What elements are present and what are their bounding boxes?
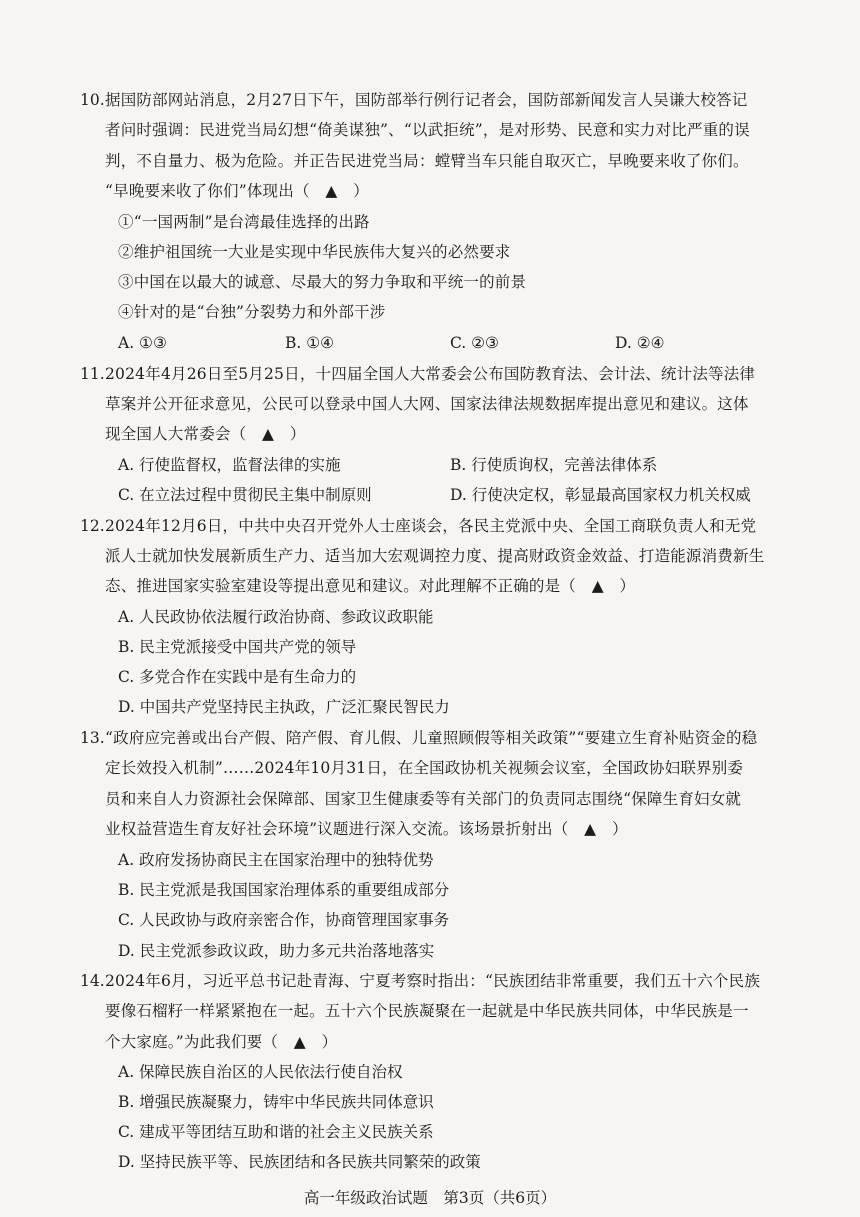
option-d: D. 民主党派参政议政，助力多元共治落地落实 xyxy=(118,942,435,960)
option-c: C. 建成平等团结互助和谐的社会主义民族关系 xyxy=(118,1123,434,1141)
option-a: A. 保障民族自治区的人民依法行使自治权 xyxy=(118,1063,403,1081)
option-d: D. 行使决定权，彰显最高国家权力机关权威 xyxy=(450,486,751,504)
question-number: 12. xyxy=(80,517,105,535)
page-footer: 高一年级政治试题 第3页（共6页） xyxy=(303,1189,557,1207)
statement-3: ③中国在以最大的诚意、尽最大的努力争取和平统一的前景 xyxy=(118,273,527,291)
question-text-line: 草案并公开征求意见，公民可以登录中国人大网、国家法律法规数据库提出意见和建议。这体 xyxy=(105,395,749,413)
option-d: D. 坚持民族平等、民族团结和各民族共同繁荣的政策 xyxy=(118,1153,481,1171)
question-text-line: 派人士就加快发展新质生产力、适当加大宏观调控力度、提高财政资金效益、打造能源消费新生 xyxy=(105,547,765,565)
statement-1: ①“一国两制”是台湾最佳选择的出路 xyxy=(118,213,370,231)
statement-2: ②维护祖国统一大业是实现中华民族伟大复兴的必然要求 xyxy=(118,243,511,261)
question-text-line: 员和来自人力资源社会保障部、国家卫生健康委等有关部门的负责同志围绕“保障生育妇女就 xyxy=(105,790,742,808)
option-c: C. ②③ xyxy=(450,334,499,352)
option-b: B. 行使质询权，完善法律体系 xyxy=(450,456,658,474)
question-text-line: 2024年4月26日至5月25日，十四届全国人大常委会公布国防教育法、会计法、统计法等法律 xyxy=(105,365,756,383)
question-text-line: 2024年12月6日，中共中央召开党外人士座谈会，各民主党派中央、全国工商联负责人和无党 xyxy=(105,517,757,535)
question-text-line: “早晚要来收了你们”体现出（ ▲ ） xyxy=(105,182,369,200)
question-text-line: 态、推进国家实验室建设等提出意见和建议。对此理解不正确的是（ ▲ ） xyxy=(105,577,636,595)
option-b: B. 增强民族凝聚力，铸牢中华民族共同体意识 xyxy=(118,1093,434,1111)
question-text-line: 定长效投入机制”……2024年10月31日，在全国政协机关视频会议室，全国政协妇联界别委 xyxy=(105,759,744,777)
option-c: C. 在立法过程中贯彻民主集中制原则 xyxy=(118,486,372,504)
option-b: B. ①④ xyxy=(285,334,335,352)
option-a: A. 人民政协依法履行政治协商、参政议政职能 xyxy=(118,608,434,626)
option-b: B. 民主党派接受中国共产党的领导 xyxy=(118,638,357,656)
statement-4: ④针对的是“台独”分裂势力和外部干涉 xyxy=(118,303,386,321)
question-number: 11. xyxy=(80,365,105,383)
question-text-line: 个大家庭。”为此我们要（ ▲ ） xyxy=(105,1033,338,1051)
option-c: C. 多党合作在实践中是有生命力的 xyxy=(118,668,357,686)
question-text-line: “政府应完善或出台产假、陪产假、育儿假、儿童照顾假等相关政策”“要建立生育补贴资金的稳 xyxy=(105,729,758,747)
question-text-line: 2024年6月，习近平总书记赴青海、宁夏考察时指出：“民族团结非常重要，我们五十六个民族 xyxy=(105,972,761,990)
question-number: 13. xyxy=(80,729,105,747)
option-b: B. 民主党派是我国国家治理体系的重要组成部分 xyxy=(118,881,450,899)
question-text-line: 业权益营造生育友好社会环境”议题进行深入交流。该场景折射出（ ▲ ） xyxy=(105,820,628,838)
option-d: D. 中国共产党坚持民主执政，广泛汇聚民智民力 xyxy=(118,698,450,716)
option-d: D. ②④ xyxy=(615,334,665,352)
question-text-line: 判，不自量力、极为危险。并正告民进党当局：螳臂当车只能自取灭亡，早晚要来收了你们。 xyxy=(105,152,749,170)
option-a: A. 政府发扬协商民主在国家治理中的独特优势 xyxy=(118,851,434,869)
question-number: 10. xyxy=(80,91,105,109)
question-text-line: 据国防部网站消息，2月27日下午，国防部举行例行记者会，国防部新闻发言人吴谦大校答记 xyxy=(105,91,748,109)
question-text-line: 者问时强调：民进党当局幻想“倚美谋独”、“以武拒统”，是对形势、民意和实力对比严重的误 xyxy=(105,121,750,139)
option-c: C. 人民政协与政府亲密合作，协商管理国家事务 xyxy=(118,911,450,929)
option-a: A. 行使监督权，监督法律的实施 xyxy=(118,456,341,474)
question-number: 14. xyxy=(80,972,105,990)
question-text-line: 要像石榴籽一样紧紧抱在一起。五十六个民族凝聚在一起就是中华民族共同体，中华民族是一 xyxy=(105,1002,749,1020)
question-text-line: 现全国人大常委会（ ▲ ） xyxy=(105,425,306,443)
option-a: A. ①③ xyxy=(118,334,167,352)
